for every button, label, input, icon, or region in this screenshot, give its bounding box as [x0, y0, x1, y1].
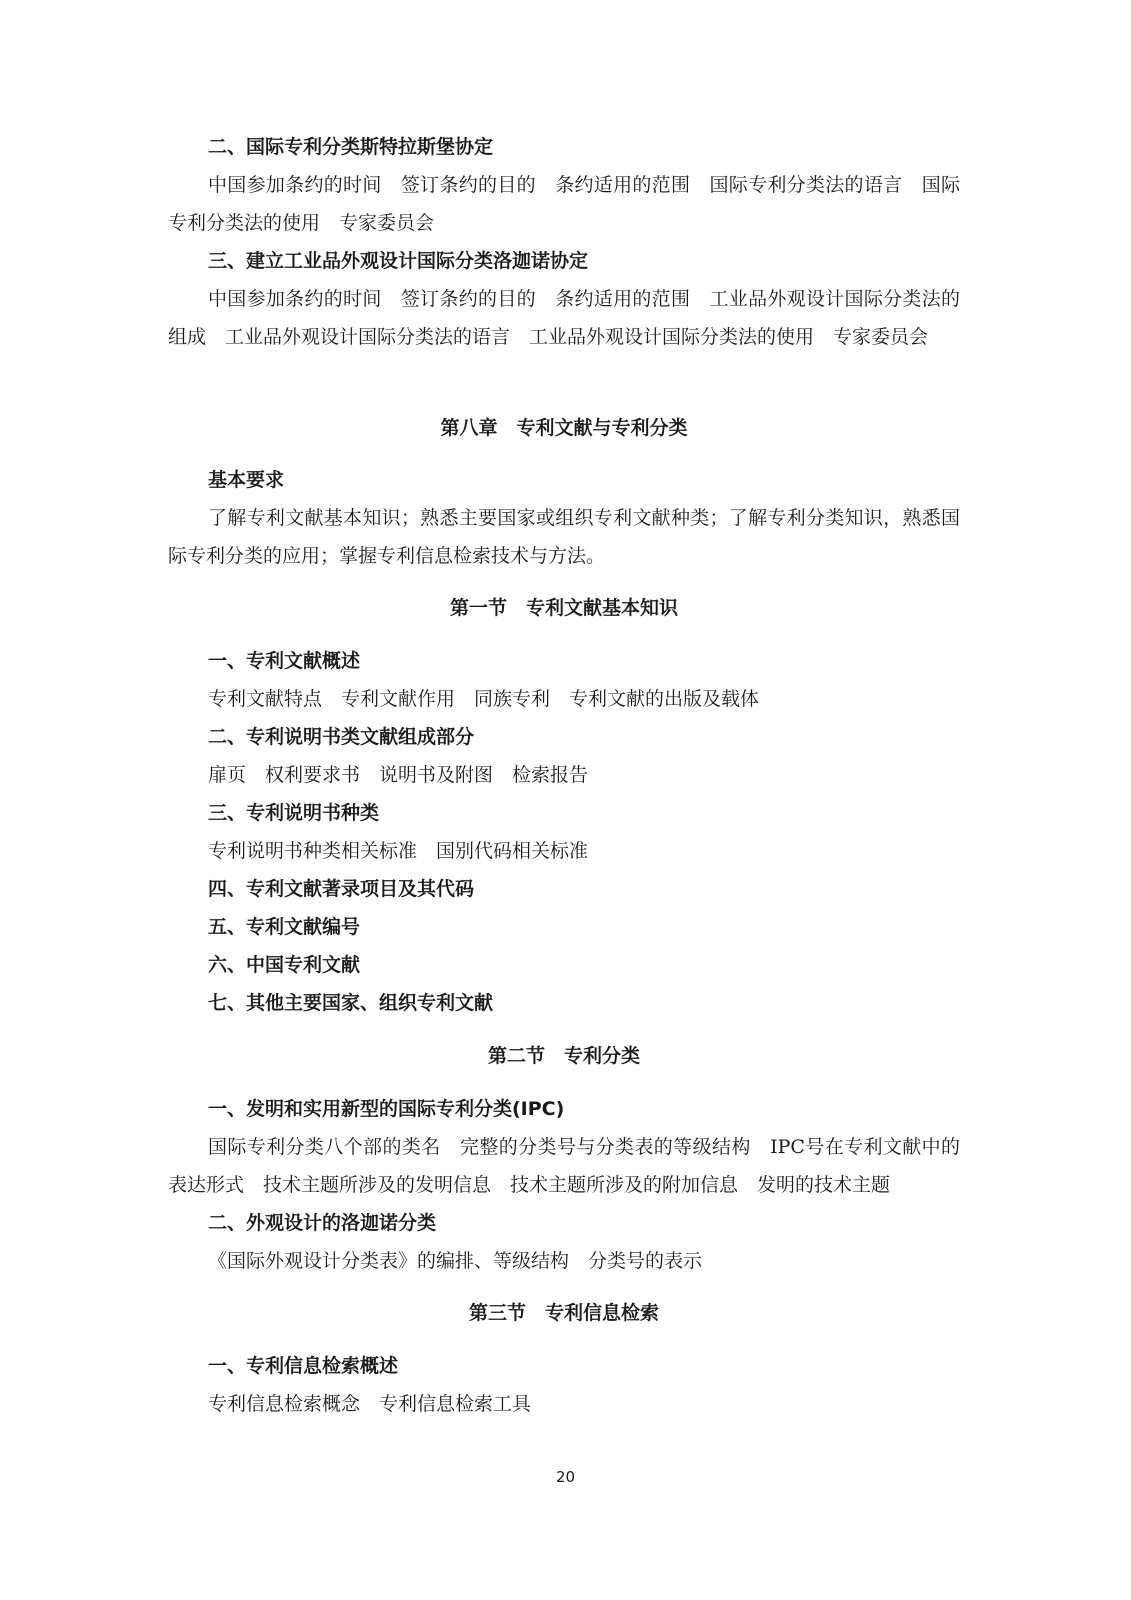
section-title-patent-classification: 第二节 专利分类 — [487, 1045, 640, 1067]
section-title-patent-search: 第三节 专利信息检索 — [468, 1302, 659, 1324]
heading-search-overview: 一、专利信息检索概述 — [208, 1355, 399, 1377]
heading-specification-parts: 二、专利说明书类文献组成部分 — [208, 726, 475, 748]
paragraph-specification-parts: 扉页 权利要求书 说明书及附图 检索报告 — [208, 764, 589, 786]
heading-specification-types: 三、专利说明书种类 — [208, 802, 380, 824]
paragraph-locarno-topics: 中国参加条约的时间 签订条约的目的 条约适用的范围 工业品外观设计国际分类法的组成 工业品外观设计国际分类法的语言 工业品外观设计国际分类法的使用 专家委员会 — [168, 288, 960, 348]
chapter-title: 第八章 专利文献与专利分类 — [440, 417, 688, 439]
paragraph-locarno-classification: 《国际外观设计分类表》的编排、等级结构 分类号的表示 — [208, 1250, 703, 1272]
section-heading-strasbourg-agreement: 二、国际专利分类斯特拉斯堡协定 — [208, 136, 494, 158]
section-title-patent-literature: 第一节 专利文献基本知识 — [449, 597, 678, 619]
heading-bibliographic-items: 四、专利文献著录项目及其代码 — [208, 878, 475, 900]
heading-locarno-classification: 二、外观设计的洛迦诺分类 — [208, 1212, 437, 1234]
paragraph-specification-types: 专利说明书种类相关标准 国别代码相关标准 — [208, 840, 589, 862]
paragraph-basic-requirements: 了解专利文献基本知识；熟悉主要国家或组织专利文献种类；了解专利分类知识，熟悉国际专利分类的应用；掌握专利信息检索技术与方法。 — [168, 507, 960, 567]
paragraph-literature-overview: 专利文献特点 专利文献作用 同族专利 专利文献的出版及载体 — [208, 688, 760, 710]
section-heading-locarno-agreement: 三、建立工业品外观设计国际分类洛迦诺协定 — [208, 250, 589, 272]
page-number: 20 — [555, 1468, 576, 1486]
heading-other-countries-literature: 七、其他主要国家、组织专利文献 — [208, 992, 494, 1014]
heading-document-numbering: 五、专利文献编号 — [208, 916, 361, 938]
basic-requirements-heading: 基本要求 — [208, 469, 285, 491]
heading-ipc: 一、发明和实用新型的国际专利分类(IPC) — [208, 1098, 565, 1120]
paragraph-ipc: 国际专利分类八个部的类名 完整的分类号与分类表的等级结构 IPC号在专利文献中的表达形式 技术主题所涉及的发明信息 技术主题所涉及的附加信息 发明的技术主题 — [168, 1136, 960, 1196]
paragraph-strasbourg-topics: 中国参加条约的时间 签订条约的目的 条约适用的范围 国际专利分类法的语言 国际专利分类法的使用 专家委员会 — [168, 174, 960, 234]
heading-literature-overview: 一、专利文献概述 — [208, 650, 361, 672]
heading-chinese-patent-literature: 六、中国专利文献 — [208, 954, 361, 976]
paragraph-search-overview: 专利信息检索概念 专利信息检索工具 — [208, 1393, 532, 1415]
